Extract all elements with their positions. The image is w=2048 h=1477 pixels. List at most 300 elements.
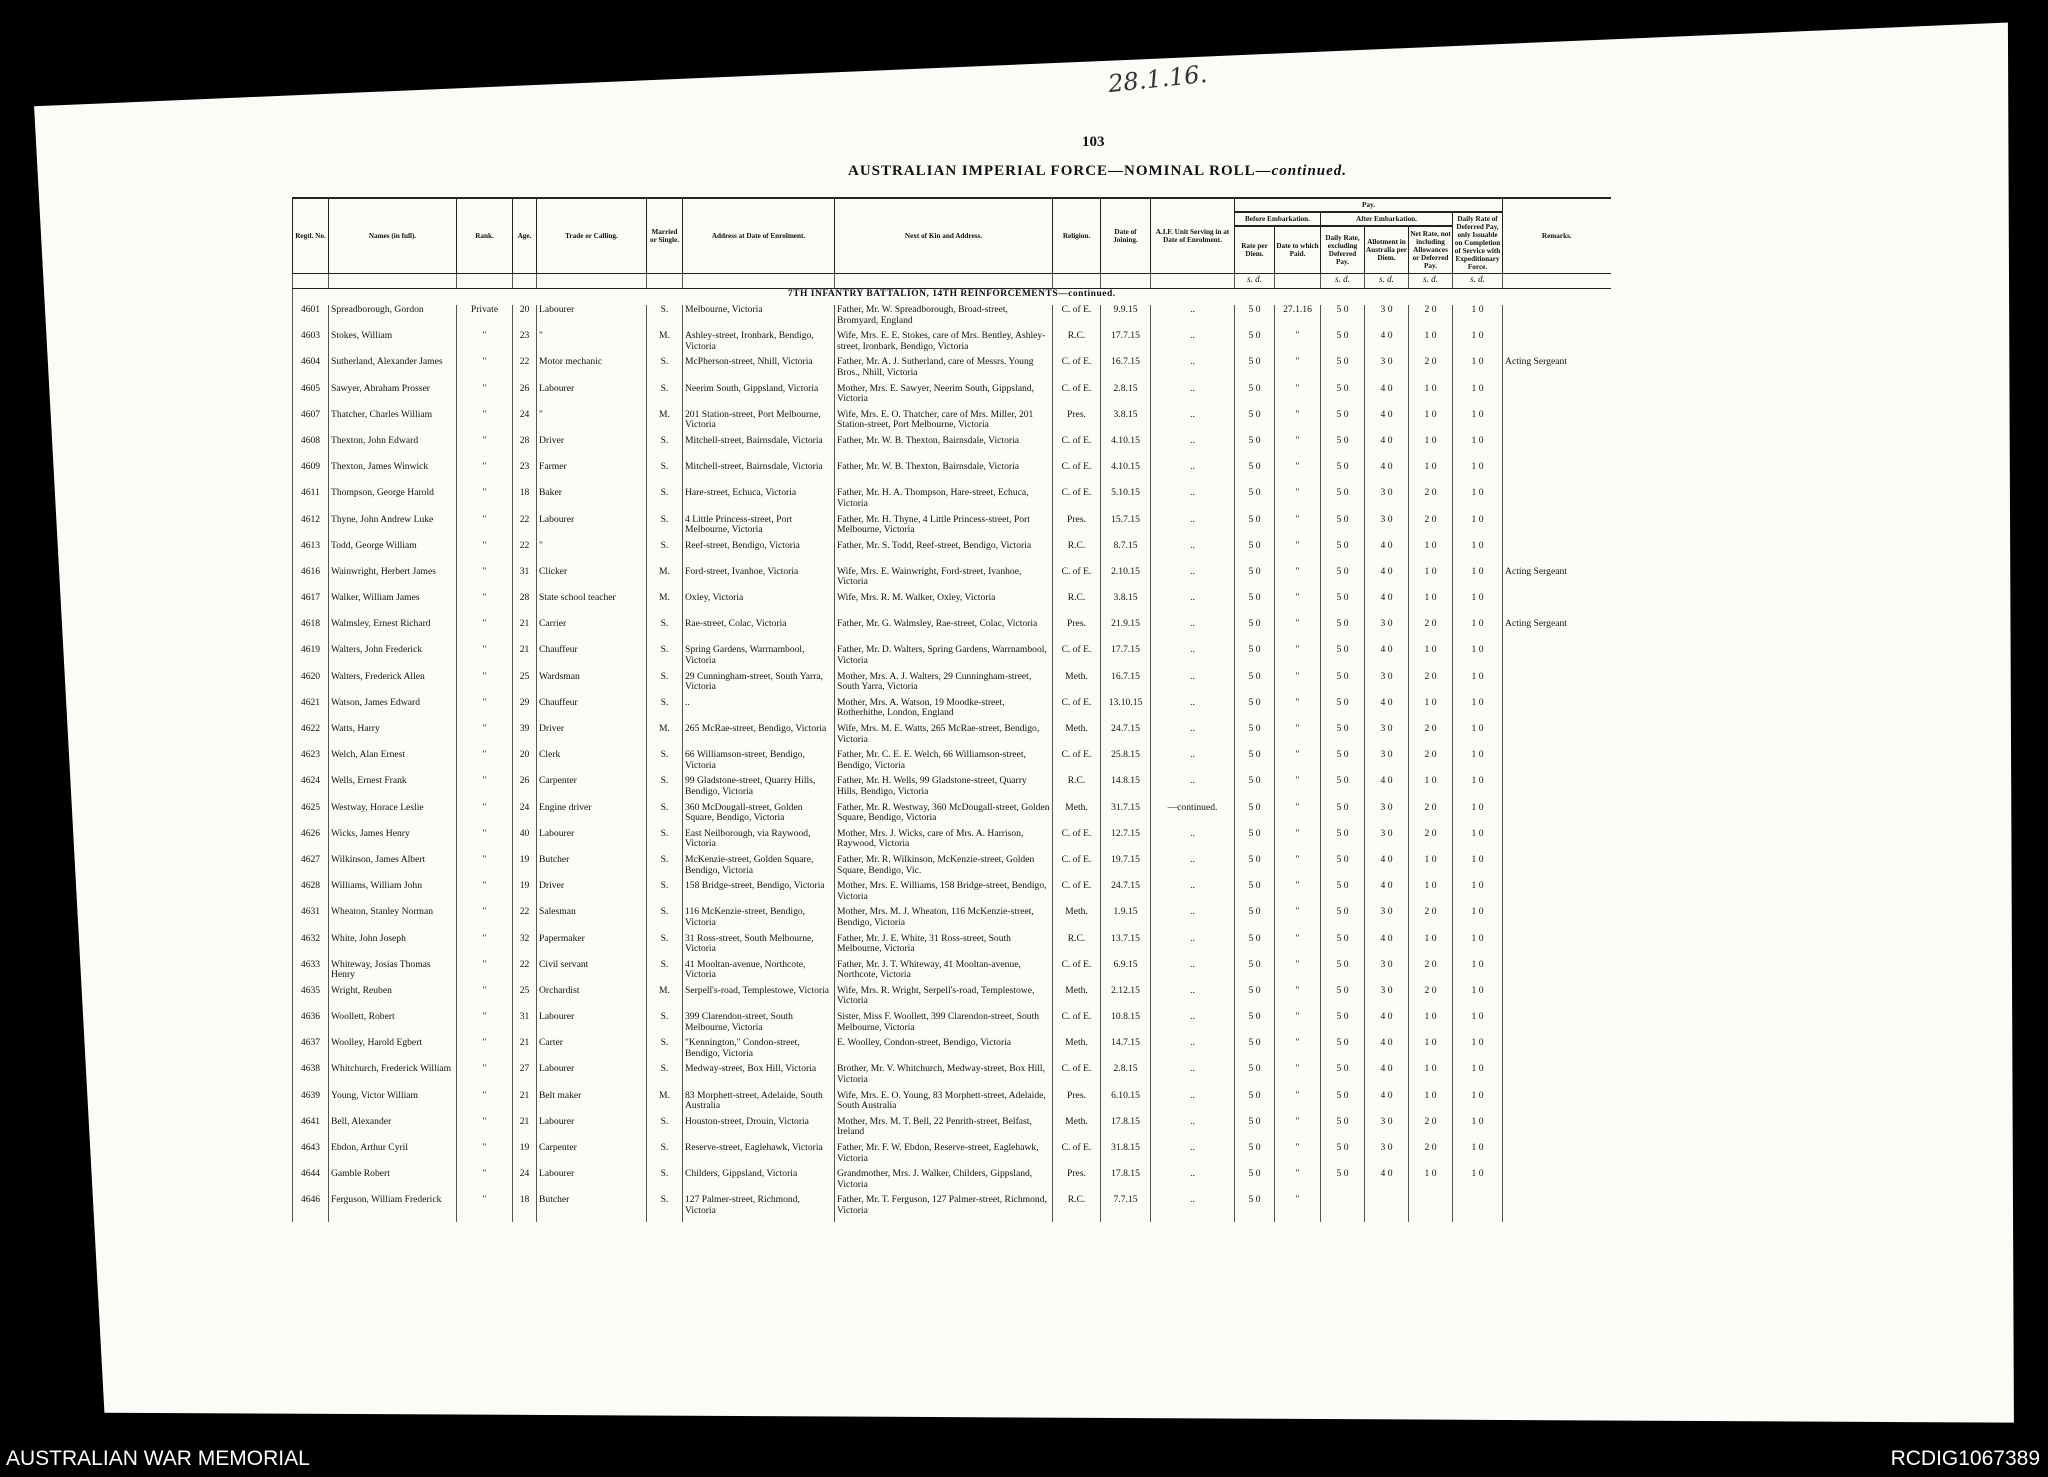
cell-marital-status: S. (647, 881, 683, 907)
cell-religion: C. of E. (1053, 488, 1101, 514)
cell-religion: R.C. (1053, 541, 1101, 567)
cell-rate-per-diem: 5 0 (1235, 567, 1275, 593)
cell-date-of-joining: 17.7.15 (1101, 331, 1151, 357)
cell-trade: Civil servant (537, 960, 647, 986)
header-rank: Rank. (457, 198, 513, 274)
cell-allotment: 3 0 (1365, 1143, 1409, 1169)
cell-next-of-kin: Father, Mr. C. E. E. Welch, 66 Williamson-street, Bendigo, Victoria (835, 750, 1053, 776)
cell-soldier-name: Walters, John Frederick (329, 645, 457, 671)
cell-rate-per-diem: 5 0 (1235, 1091, 1275, 1117)
cell-daily-rate: 5 0 (1321, 803, 1365, 829)
cell-deferred-pay: 1 0 (1453, 1012, 1503, 1038)
cell-net-rate: 1 0 (1409, 645, 1453, 671)
cell-regimental-number: 4623 (293, 750, 329, 776)
cell-trade: Carter (537, 1038, 647, 1064)
cell-marital-status: S. (647, 305, 683, 331)
cell-deferred-pay: 1 0 (1453, 410, 1503, 436)
cell-address: Childers, Gippsland, Victoria (683, 1169, 835, 1195)
cell-rate-per-diem: 5 0 (1235, 776, 1275, 802)
table-row (293, 645, 1611, 671)
cell-address: Spring Gardens, Warrnambool, Victoria (683, 645, 835, 671)
cell-deferred-pay: 1 0 (1453, 855, 1503, 881)
units-label: s. d. (1321, 274, 1365, 289)
cell-rate-per-diem: 5 0 (1235, 855, 1275, 881)
cell-trade: Orchardist (537, 986, 647, 1012)
table-row (293, 776, 1611, 802)
cell-deferred-pay: 1 0 (1453, 881, 1503, 907)
cell-date-paid: " (1275, 488, 1321, 514)
cell-regimental-number: 4619 (293, 645, 329, 671)
cell-date-of-joining: 19.7.15 (1101, 855, 1151, 881)
cell-daily-rate: 5 0 (1321, 1143, 1365, 1169)
cell-marital-status: S. (647, 960, 683, 986)
table-row (293, 724, 1611, 750)
cell-next-of-kin: Wife, Mrs. R. M. Walker, Oxley, Victoria (835, 593, 1053, 619)
cell-age: 32 (513, 934, 537, 960)
cell-next-of-kin: Wife, Mrs. R. Wright, Serpell's-road, Templestowe, Victoria (835, 986, 1053, 1012)
cell-daily-rate: 5 0 (1321, 855, 1365, 881)
cell-soldier-name: Whitchurch, Frederick William (329, 1064, 457, 1090)
cell-remarks (1503, 384, 1611, 410)
cell-aif-unit: .. (1151, 593, 1235, 619)
cell-soldier-name: Thatcher, Charles William (329, 410, 457, 436)
cell-daily-rate (1321, 1195, 1365, 1221)
cell-trade: Labourer (537, 384, 647, 410)
header-after-embarkation: After Embarkation. (1321, 212, 1453, 226)
cell-rank: " (457, 881, 513, 907)
header-daily-rate: Daily Rate, excluding Deferred Pay. (1321, 226, 1365, 273)
cell-trade: Belt maker (537, 1091, 647, 1117)
cell-next-of-kin: Father, Mr. R. Wilkinson, McKenzie-street, Golden Square, Bendigo, Vic. (835, 855, 1053, 881)
cell-rate-per-diem: 5 0 (1235, 305, 1275, 331)
title-continued: continued. (1271, 163, 1348, 179)
cell-date-paid: " (1275, 1143, 1321, 1169)
cell-soldier-name: Thyne, John Andrew Luke (329, 515, 457, 541)
cell-date-paid: " (1275, 541, 1321, 567)
cell-date-paid: " (1275, 567, 1321, 593)
cell-rate-per-diem: 5 0 (1235, 619, 1275, 645)
cell-rank: " (457, 436, 513, 462)
cell-soldier-name: Bell, Alexander (329, 1117, 457, 1143)
cell-remarks (1503, 436, 1611, 462)
cell-regimental-number: 4644 (293, 1169, 329, 1195)
cell-remarks (1503, 750, 1611, 776)
cell-religion: C. of E. (1053, 1064, 1101, 1090)
cell-soldier-name: Wells, Ernest Frank (329, 776, 457, 802)
cell-marital-status: M. (647, 331, 683, 357)
cell-address: "Kennington," Condon-street, Bendigo, Victoria (683, 1038, 835, 1064)
cell-remarks (1503, 645, 1611, 671)
cell-address: Rae-street, Colac, Victoria (683, 619, 835, 645)
cell-age: 39 (513, 724, 537, 750)
cell-religion: C. of E. (1053, 855, 1101, 881)
cell-deferred-pay: 1 0 (1453, 724, 1503, 750)
cell-date-paid: " (1275, 986, 1321, 1012)
cell-religion: Pres. (1053, 515, 1101, 541)
cell-regimental-number: 4616 (293, 567, 329, 593)
table-row (293, 1143, 1611, 1169)
cell-trade: Labourer (537, 515, 647, 541)
cell-aif-unit: .. (1151, 1038, 1235, 1064)
cell-date-paid: " (1275, 619, 1321, 645)
cell-remarks (1503, 331, 1611, 357)
cell-address: 201 Station-street, Port Melbourne, Victoria (683, 410, 835, 436)
cell-daily-rate: 5 0 (1321, 593, 1365, 619)
cell-rate-per-diem: 5 0 (1235, 515, 1275, 541)
cell-allotment: 4 0 (1365, 1169, 1409, 1195)
cell-daily-rate: 5 0 (1321, 488, 1365, 514)
cell-allotment: 4 0 (1365, 645, 1409, 671)
cell-daily-rate: 5 0 (1321, 619, 1365, 645)
cell-marital-status: S. (647, 1012, 683, 1038)
cell-remarks (1503, 907, 1611, 933)
cell-marital-status: M. (647, 1091, 683, 1117)
table-row (293, 907, 1611, 933)
cell-date-paid: " (1275, 593, 1321, 619)
cell-allotment: 4 0 (1365, 881, 1409, 907)
cell-next-of-kin: Wife, Mrs. M. E. Watts, 265 McRae-street, Bendigo, Victoria (835, 724, 1053, 750)
cell-next-of-kin: Mother, Mrs. A. Watson, 19 Moodke-street, Rotherhithe, London, England (835, 698, 1053, 724)
cell-soldier-name: Sutherland, Alexander James (329, 357, 457, 383)
cell-remarks (1503, 881, 1611, 907)
cell-age: 24 (513, 803, 537, 829)
cell-net-rate: 1 0 (1409, 541, 1453, 567)
cell-daily-rate: 5 0 (1321, 1038, 1365, 1064)
cell-allotment: 4 0 (1365, 384, 1409, 410)
cell-aif-unit: .. (1151, 1143, 1235, 1169)
cell-rank: " (457, 672, 513, 698)
cell-address: Houston-street, Drouin, Victoria (683, 1117, 835, 1143)
cell-next-of-kin: Father, Mr. D. Walters, Spring Gardens, Warrnambool, Victoria (835, 645, 1053, 671)
cell-marital-status: S. (647, 829, 683, 855)
cell-remarks (1503, 1143, 1611, 1169)
cell-date-paid: " (1275, 776, 1321, 802)
table-row (293, 803, 1611, 829)
cell-religion: Meth. (1053, 803, 1101, 829)
cell-date-paid: " (1275, 934, 1321, 960)
cell-net-rate: 1 0 (1409, 1012, 1453, 1038)
cell-address: 360 McDougall-street, Golden Square, Bendigo, Victoria (683, 803, 835, 829)
cell-date-paid: " (1275, 357, 1321, 383)
cell-rank: " (457, 488, 513, 514)
cell-rank: " (457, 986, 513, 1012)
cell-allotment: 4 0 (1365, 331, 1409, 357)
cell-date-paid: " (1275, 698, 1321, 724)
cell-deferred-pay: 1 0 (1453, 960, 1503, 986)
cell-next-of-kin: Brother, Mr. V. Whitchurch, Medway-street, Box Hill, Victoria (835, 1064, 1053, 1090)
cell-net-rate: 1 0 (1409, 934, 1453, 960)
cell-marital-status: M. (647, 567, 683, 593)
cell-remarks (1503, 934, 1611, 960)
cell-deferred-pay: 1 0 (1453, 1117, 1503, 1143)
cell-trade: Papermaker (537, 934, 647, 960)
cell-regimental-number: 4641 (293, 1117, 329, 1143)
cell-age: 22 (513, 960, 537, 986)
cell-next-of-kin: Mother, Mrs. J. Wicks, care of Mrs. A. Harrison, Raywood, Victoria (835, 829, 1053, 855)
cell-marital-status: S. (647, 750, 683, 776)
cell-allotment: 3 0 (1365, 305, 1409, 331)
cell-age: 21 (513, 645, 537, 671)
table-row (293, 619, 1611, 645)
cell-allotment: 4 0 (1365, 1038, 1409, 1064)
cell-remarks (1503, 1038, 1611, 1064)
cell-date-paid: " (1275, 1064, 1321, 1090)
cell-marital-status: S. (647, 907, 683, 933)
header-age: Age. (513, 198, 537, 274)
cell-remarks (1503, 1064, 1611, 1090)
cell-rate-per-diem: 5 0 (1235, 1117, 1275, 1143)
cell-trade: Clerk (537, 750, 647, 776)
cell-allotment: 4 0 (1365, 698, 1409, 724)
table-body (293, 274, 1611, 1222)
cell-regimental-number: 4601 (293, 305, 329, 331)
cell-date-paid: " (1275, 1117, 1321, 1143)
cell-regimental-number: 4628 (293, 881, 329, 907)
cell-rate-per-diem: 5 0 (1235, 934, 1275, 960)
cell-address: Medway-street, Box Hill, Victoria (683, 1064, 835, 1090)
cell-daily-rate: 5 0 (1321, 645, 1365, 671)
cell-date-paid: " (1275, 724, 1321, 750)
cell-deferred-pay: 1 0 (1453, 515, 1503, 541)
unit-heading: 7TH INFANTRY BATTALION, 14TH REINFORCEMENTS—continued. (293, 289, 1611, 306)
cell-religion: C. of E. (1053, 462, 1101, 488)
cell-aif-unit: .. (1151, 515, 1235, 541)
cell-age: 18 (513, 1195, 537, 1221)
cell-deferred-pay: 1 0 (1453, 934, 1503, 960)
cell-aif-unit: .. (1151, 567, 1235, 593)
cell-deferred-pay: 1 0 (1453, 1143, 1503, 1169)
cell-trade: State school teacher (537, 593, 647, 619)
cell-net-rate: 2 0 (1409, 803, 1453, 829)
cell-trade: Labourer (537, 1169, 647, 1195)
cell-soldier-name: Walmsley, Ernest Richard (329, 619, 457, 645)
cell-rank: " (457, 645, 513, 671)
cell-deferred-pay: 1 0 (1453, 462, 1503, 488)
cell-net-rate: 1 0 (1409, 1038, 1453, 1064)
cell-rate-per-diem: 5 0 (1235, 1064, 1275, 1090)
header-remarks: Remarks. (1503, 198, 1611, 274)
cell-net-rate: 2 0 (1409, 1117, 1453, 1143)
cell-religion: C. of E. (1053, 567, 1101, 593)
cell-trade: " (537, 331, 647, 357)
cell-trade: Carrier (537, 619, 647, 645)
cell-rank: " (457, 750, 513, 776)
cell-marital-status: S. (647, 1143, 683, 1169)
cell-next-of-kin: Father, Mr. R. Westway, 360 McDougall-street, Golden Square, Bendigo, Victoria (835, 803, 1053, 829)
units-row (293, 274, 1611, 289)
table-row (293, 829, 1611, 855)
cell-date-paid: " (1275, 384, 1321, 410)
cell-net-rate: 1 0 (1409, 855, 1453, 881)
cell-aif-unit: .. (1151, 1117, 1235, 1143)
cell-next-of-kin: Father, Mr. H. Wells, 99 Gladstone-street, Quarry Hills, Bendigo, Victoria (835, 776, 1053, 802)
cell-rank: " (457, 515, 513, 541)
cell-trade: Labourer (537, 829, 647, 855)
cell-trade: Clicker (537, 567, 647, 593)
cell-daily-rate: 5 0 (1321, 776, 1365, 802)
cell-religion: C. of E. (1053, 829, 1101, 855)
header-rate-per-diem: Rate per Diem. (1235, 226, 1275, 273)
cell-next-of-kin: Father, Mr. H. A. Thompson, Hare-street, Echuca, Victoria (835, 488, 1053, 514)
cell-daily-rate: 5 0 (1321, 357, 1365, 383)
cell-address: Oxley, Victoria (683, 593, 835, 619)
cell-soldier-name: Woolley, Harold Egbert (329, 1038, 457, 1064)
cell-trade: Salesman (537, 907, 647, 933)
cell-age: 19 (513, 1143, 537, 1169)
cell-trade: Driver (537, 724, 647, 750)
cell-net-rate: 2 0 (1409, 986, 1453, 1012)
cell-date-paid: " (1275, 829, 1321, 855)
cell-soldier-name: Watson, James Edward (329, 698, 457, 724)
cell-age: 23 (513, 462, 537, 488)
cell-date-of-joining: 3.8.15 (1101, 410, 1151, 436)
cell-daily-rate: 5 0 (1321, 881, 1365, 907)
cell-remarks (1503, 829, 1611, 855)
footer-record-id: RCDIG1067389 (1890, 1447, 2040, 1470)
cell-religion: C. of E. (1053, 1012, 1101, 1038)
cell-net-rate: 1 0 (1409, 462, 1453, 488)
cell-soldier-name: Walters, Frederick Allen (329, 672, 457, 698)
cell-age: 21 (513, 1091, 537, 1117)
cell-rank: " (457, 934, 513, 960)
cell-rank: " (457, 1195, 513, 1221)
cell-date-paid: " (1275, 750, 1321, 776)
cell-rate-per-diem: 5 0 (1235, 410, 1275, 436)
cell-date-of-joining: 16.7.15 (1101, 672, 1151, 698)
cell-soldier-name: Wheaton, Stanley Norman (329, 907, 457, 933)
cell-rank: " (457, 1117, 513, 1143)
cell-daily-rate: 5 0 (1321, 305, 1365, 331)
cell-trade: Chauffeur (537, 645, 647, 671)
cell-allotment: 3 0 (1365, 724, 1409, 750)
cell-marital-status: S. (647, 698, 683, 724)
cell-net-rate: 2 0 (1409, 750, 1453, 776)
cell-deferred-pay: 1 0 (1453, 305, 1503, 331)
cell-allotment: 4 0 (1365, 855, 1409, 881)
cell-deferred-pay: 1 0 (1453, 357, 1503, 383)
cell-soldier-name: Westway, Horace Leslie (329, 803, 457, 829)
cell-daily-rate: 5 0 (1321, 541, 1365, 567)
header-allotment: Allotment in Australia per Diem. (1365, 226, 1409, 273)
page-title (848, 163, 1347, 180)
units-label: s. d. (1235, 274, 1275, 289)
header-aif-unit: A.I.F. Unit Serving in at Date of Enrolment. (1151, 198, 1235, 274)
table-row (293, 462, 1611, 488)
cell-remarks (1503, 1117, 1611, 1143)
cell-next-of-kin: Father, Mr. J. T. Whiteway, 41 Mooltan-avenue, Northcote, Victoria (835, 960, 1053, 986)
cell-age: 28 (513, 436, 537, 462)
cell-age: 20 (513, 305, 537, 331)
cell-marital-status: S. (647, 462, 683, 488)
cell-deferred-pay: 1 0 (1453, 986, 1503, 1012)
cell-rank: " (457, 541, 513, 567)
cell-age: 31 (513, 1012, 537, 1038)
cell-date-of-joining: 31.7.15 (1101, 803, 1151, 829)
units-label: s. d. (1409, 274, 1453, 289)
cell-allotment: 3 0 (1365, 1117, 1409, 1143)
cell-deferred-pay (1453, 1195, 1503, 1221)
cell-allotment: 4 0 (1365, 1064, 1409, 1090)
cell-date-of-joining: 12.7.15 (1101, 829, 1151, 855)
cell-next-of-kin: Father, Mr. H. Thyne, 4 Little Princess-street, Port Melbourne, Victoria (835, 515, 1053, 541)
cell-daily-rate: 5 0 (1321, 1064, 1365, 1090)
cell-age: 22 (513, 907, 537, 933)
cell-rate-per-diem: 5 0 (1235, 1143, 1275, 1169)
cell-rate-per-diem: 5 0 (1235, 672, 1275, 698)
table-row (293, 567, 1611, 593)
table-row (293, 672, 1611, 698)
cell-allotment: 4 0 (1365, 934, 1409, 960)
cell-net-rate: 2 0 (1409, 488, 1453, 514)
nominal-roll-table (292, 197, 1611, 1222)
table-row (293, 384, 1611, 410)
cell-next-of-kin: Mother, Mrs. M. J. Wheaton, 116 McKenzie-street, Bendigo, Victoria (835, 907, 1053, 933)
cell-marital-status: S. (647, 1064, 683, 1090)
cell-age: 40 (513, 829, 537, 855)
cell-next-of-kin: Father, Mr. T. Ferguson, 127 Palmer-street, Richmond, Victoria (835, 1195, 1053, 1221)
cell-aif-unit: .. (1151, 1064, 1235, 1090)
cell-regimental-number: 4611 (293, 488, 329, 514)
cell-remarks (1503, 724, 1611, 750)
cell-allotment: 4 0 (1365, 436, 1409, 462)
cell-address: Ford-street, Ivanhoe, Victoria (683, 567, 835, 593)
cell-remarks (1503, 488, 1611, 514)
cell-aif-unit: .. (1151, 855, 1235, 881)
cell-allotment: 3 0 (1365, 803, 1409, 829)
table-row (293, 934, 1611, 960)
cell-deferred-pay: 1 0 (1453, 593, 1503, 619)
cell-trade: " (537, 541, 647, 567)
table-row (293, 410, 1611, 436)
header-date-paid: Date to which Paid. (1275, 226, 1321, 273)
cell-deferred-pay: 1 0 (1453, 698, 1503, 724)
cell-next-of-kin: Wife, Mrs. E. O. Thatcher, care of Mrs. Miller, 201 Station-street, Port Melbourne, Victoria (835, 410, 1053, 436)
cell-marital-status: S. (647, 541, 683, 567)
cell-soldier-name: Stokes, William (329, 331, 457, 357)
cell-date-paid: " (1275, 1169, 1321, 1195)
cell-date-paid: " (1275, 1195, 1321, 1221)
cell-daily-rate: 5 0 (1321, 331, 1365, 357)
cell-date-of-joining: 14.7.15 (1101, 1038, 1151, 1064)
units-label: s. d. (1365, 274, 1409, 289)
cell-aif-unit: .. (1151, 331, 1235, 357)
cell-soldier-name: Wright, Reuben (329, 986, 457, 1012)
cell-rate-per-diem: 5 0 (1235, 384, 1275, 410)
cell-religion: R.C. (1053, 593, 1101, 619)
table-header (293, 198, 1611, 274)
cell-age: 29 (513, 698, 537, 724)
cell-deferred-pay: 1 0 (1453, 488, 1503, 514)
cell-soldier-name: Williams, William John (329, 881, 457, 907)
table-row (293, 1195, 1611, 1221)
cell-net-rate: 1 0 (1409, 567, 1453, 593)
cell-allotment: 3 0 (1365, 619, 1409, 645)
cell-aif-unit: .. (1151, 384, 1235, 410)
cell-age: 27 (513, 1064, 537, 1090)
cell-remarks (1503, 305, 1611, 331)
cell-aif-unit: .. (1151, 305, 1235, 331)
cell-soldier-name: Ferguson, William Frederick (329, 1195, 457, 1221)
cell-regimental-number: 4627 (293, 855, 329, 881)
cell-aif-unit: .. (1151, 1012, 1235, 1038)
table-row (293, 488, 1611, 514)
page-number: 103 (1082, 134, 1105, 150)
cell-aif-unit: .. (1151, 1195, 1235, 1221)
cell-religion: C. of E. (1053, 357, 1101, 383)
cell-marital-status: S. (647, 1038, 683, 1064)
cell-remarks (1503, 960, 1611, 986)
cell-regimental-number: 4637 (293, 1038, 329, 1064)
